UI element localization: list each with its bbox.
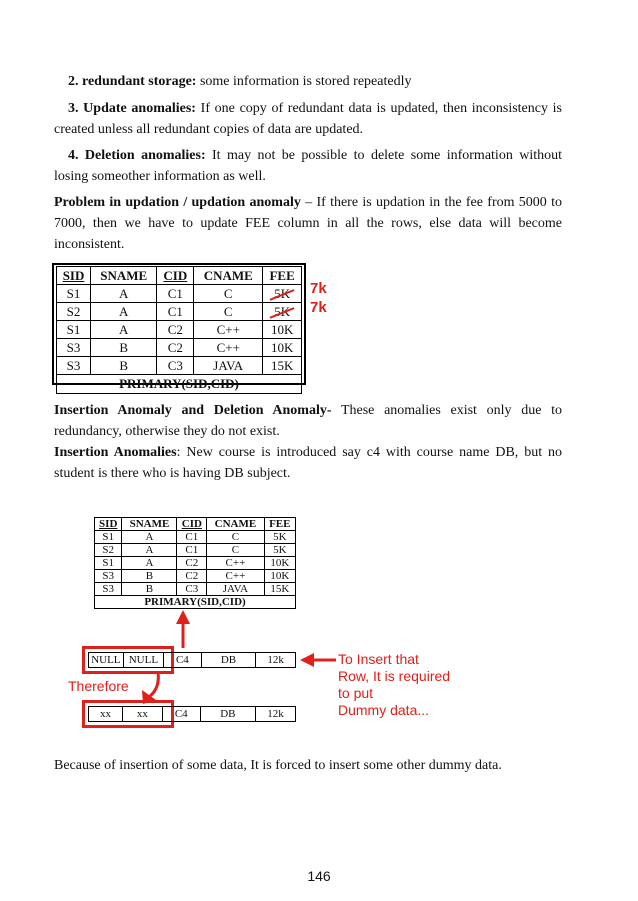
paragraph-text: some information is stored repeatedly (196, 74, 412, 89)
cell-null-sname: NULL (123, 653, 163, 668)
cell: S3 (57, 339, 91, 357)
cell: C++ (194, 321, 263, 339)
col-header-cname: CNAME (194, 267, 263, 285)
cell: C4 (164, 653, 202, 668)
cell: C (194, 285, 263, 303)
cell: S1 (57, 285, 91, 303)
cell: C4 (162, 707, 200, 722)
paragraph-text: If one copy of redundant data is updated, then inconsistency is created unless all redundant copies of data are updated. (54, 101, 562, 137)
cell: 5K (264, 531, 295, 544)
term-label: Insertion Anomalies (54, 445, 177, 460)
insert-note-line: Row, It is required (338, 668, 451, 684)
cell-null-sid: NULL (89, 653, 124, 668)
cell: C (207, 531, 264, 544)
table-row (89, 653, 296, 668)
cell: S2 (57, 303, 91, 321)
cell: C++ (194, 339, 263, 357)
term-label: 2. redundant storage: (68, 74, 197, 89)
cell: A (122, 531, 177, 544)
cell: S3 (95, 583, 122, 596)
col-header-fee: FEE (264, 518, 295, 531)
insert-note (338, 651, 450, 719)
cell: C++ (207, 557, 264, 570)
cell: B (122, 570, 177, 583)
cell: 15K (263, 357, 302, 375)
cell: C (207, 544, 264, 557)
cell: B (122, 583, 177, 596)
therefore-arrow-curve (150, 672, 158, 696)
cell: A (122, 557, 177, 570)
cell: 12k (255, 707, 295, 722)
primary-key-label: PRIMARY(SID,CID) (95, 596, 296, 609)
cell: 10K (264, 557, 295, 570)
cell: A (91, 285, 157, 303)
cell: B (91, 357, 157, 375)
cell: A (91, 303, 157, 321)
cell: A (91, 321, 157, 339)
fee-correction-label: 7k (310, 299, 327, 316)
up-arrow-head (176, 610, 190, 624)
fee-correction-label: 7k (310, 280, 327, 297)
cell: C3 (157, 357, 194, 375)
cell-dummy-sid: xx (89, 707, 123, 722)
cell: A (122, 544, 177, 557)
insert-note-line: Dummy data... (338, 702, 430, 718)
cell: C1 (177, 531, 207, 544)
insert-row-table (88, 652, 296, 668)
cell: 12k (256, 653, 296, 668)
cell: C1 (177, 544, 207, 557)
cell: 10K (264, 570, 295, 583)
paragraph-text: – If there is updation in the fee from 5000 to 7000, then we have to update FEE column in all the rows, else data will become inconsistent. (54, 195, 562, 252)
paragraph-text: These anomalies exist only due to redundancy, otherwise they do not exist. (54, 403, 562, 439)
col-header-cid: CID (177, 518, 207, 531)
page-number: 146 (307, 868, 331, 884)
cell: C2 (157, 321, 194, 339)
cell: S1 (57, 321, 91, 339)
cell: S2 (95, 544, 122, 557)
paragraph-text: It may not be possible to delete some information without losing someother information as well. (54, 148, 562, 184)
term-label: Problem in updation / updation anomaly (54, 195, 301, 210)
cell: 15K (264, 583, 295, 596)
cell: S3 (57, 357, 91, 375)
cell: DB (201, 653, 256, 668)
col-header-cid: CID (157, 267, 194, 285)
cell: S1 (95, 557, 122, 570)
term-label: 3. Update anomalies: (68, 101, 196, 116)
cell: JAVA (194, 357, 263, 375)
col-header-sname: SNAME (122, 518, 177, 531)
cell: JAVA (207, 583, 264, 596)
cell: 10K (263, 321, 302, 339)
paragraph-text: : New course is introduced say c4 with course name DB, but no student is there who is having DB subject. (54, 445, 562, 481)
cell: S3 (95, 570, 122, 583)
cell: C3 (177, 583, 207, 596)
col-header-sid: SID (57, 267, 91, 285)
cell: C2 (177, 557, 207, 570)
therefore-label: Therefore (68, 678, 129, 694)
col-header-fee: FEE (263, 267, 302, 285)
col-header-sid: SID (95, 518, 122, 531)
cell: B (91, 339, 157, 357)
primary-key-label: PRIMARY(SID,CID) (57, 375, 302, 394)
cell: C2 (177, 570, 207, 583)
dummy-row-table (88, 706, 296, 722)
table-row (89, 707, 296, 722)
paragraph-text: Because of insertion of some data, It is forced to insert some other dummy data. (54, 758, 502, 773)
paragraph-conclusion (54, 755, 562, 776)
cell: S1 (95, 531, 122, 544)
col-header-cname: CNAME (207, 518, 264, 531)
cell-fee-struck: 5K (263, 303, 302, 321)
cell: C2 (157, 339, 194, 357)
cell-dummy-sname: xx (123, 707, 163, 722)
cell: 5K (264, 544, 295, 557)
term-label: 4. Deletion anomalies: (68, 148, 206, 163)
cell-fee-struck: 5K (263, 285, 302, 303)
cell: C (194, 303, 263, 321)
cell: C1 (157, 285, 194, 303)
term-label: Insertion Anomaly and Deletion Anomaly- (54, 403, 332, 418)
cell: 10K (263, 339, 302, 357)
left-arrow-head (300, 653, 314, 667)
cell: DB (200, 707, 255, 722)
insert-note-line: to put (338, 685, 374, 701)
cell: C++ (207, 570, 264, 583)
insert-note-line: To Insert that (338, 651, 419, 667)
col-header-sname: SNAME (91, 267, 157, 285)
cell: C1 (157, 303, 194, 321)
